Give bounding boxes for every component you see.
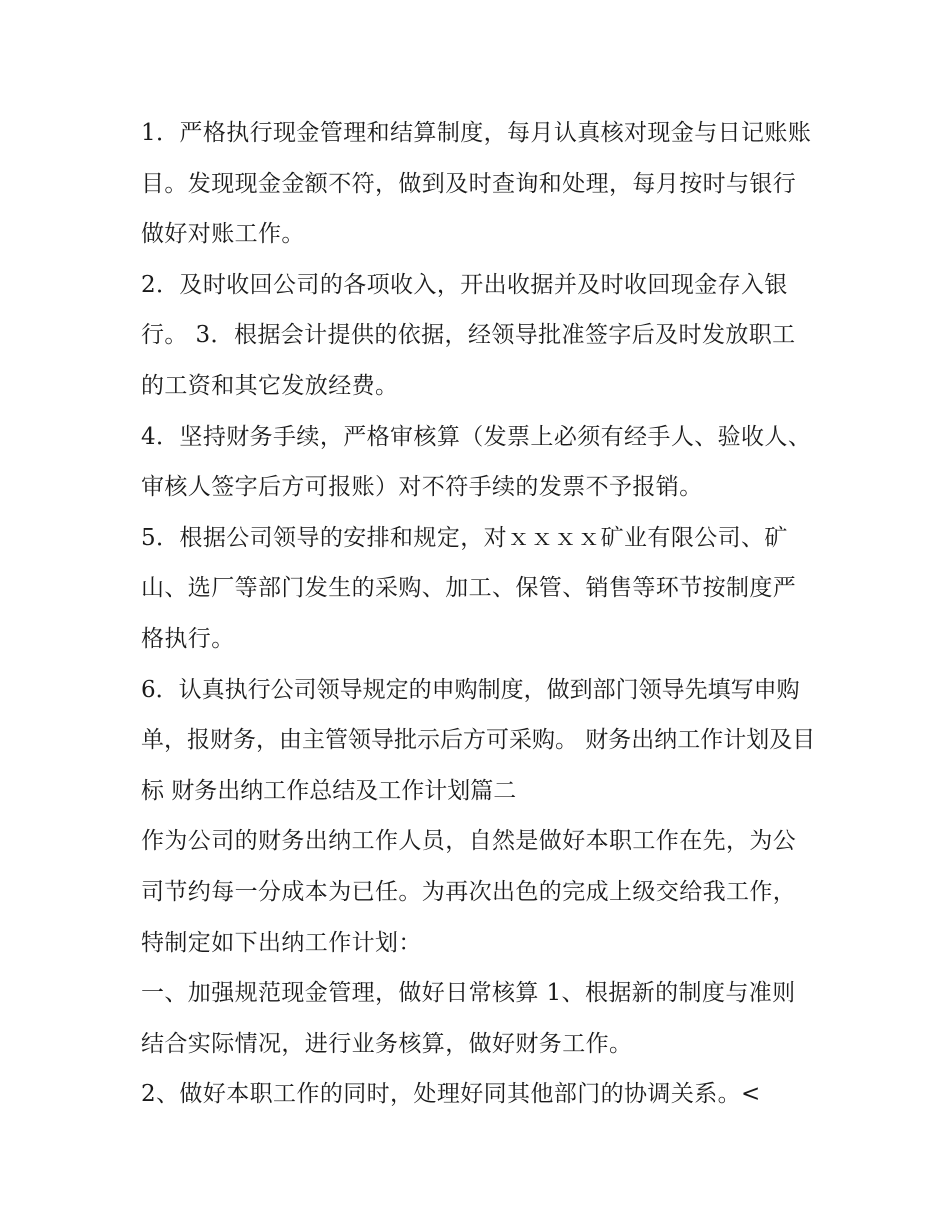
paragraph-6: 作为公司的财务出纳工作人员，自然是做好本职工作在先，为公司节约每一分成本为已任。为再次出色的完成上级交给我工作，特制定如下出纳工作计划：	[141, 828, 797, 956]
paragraph-3: 4．坚持财务手续，严格审核算（发票上必须有经手人、验收人、审核人签字后方可报账）对不符手续的发票不予报销。	[141, 423, 812, 501]
paragraph-5: 6．认真执行公司领导规定的申购制度，做到部门领导先填写申购单，报财务，由主管领导批示后方可采购。 财务出纳工作计划及目标 财务出纳工作总结及工作计划篇二	[141, 676, 816, 804]
paragraph-4: 5．根据公司领导的安排和规定，对ｘｘｘｘ矿业有限公司、矿山、选厂等部门发生的采购、加工、保管、销售等环节按制度严格执行。	[141, 524, 797, 652]
paragraph-7: 一、加强规范现金管理，做好日常核算 1、根据新的制度与准则结合实际情况，进行业务核算，做好财务工作。	[141, 980, 796, 1057]
paragraph-2: 2．及时收回公司的各项收入，开出收据并及时收回现金存入银行。 3．根据会计提供的依据，经领导批准签字后及时发放职工的工资和其它发放经费。	[141, 271, 796, 399]
paragraph-8: 2、做好本职工作的同时，处理好同其他部门的协调关系。<	[141, 1081, 761, 1108]
document-body	[141, 108, 816, 1120]
paragraph-1: 1．严格执行现金管理和结算制度，每月认真核对现金与日记账账目。发现现金金额不符，做到及时查询和处理，每月按时与银行做好对账工作。	[141, 120, 812, 248]
